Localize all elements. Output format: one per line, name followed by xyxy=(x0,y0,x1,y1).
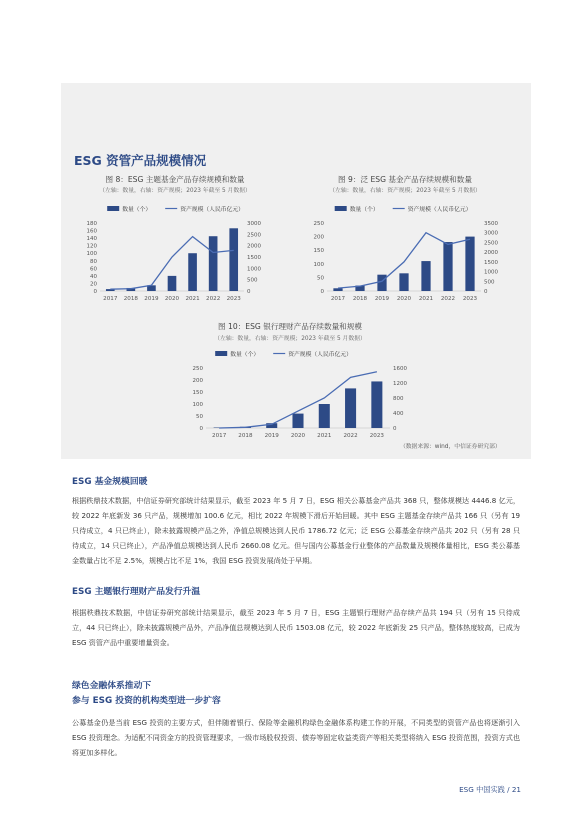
y-left-tick-label: 50 xyxy=(317,275,324,282)
y-left-tick-label: 0 xyxy=(199,426,203,432)
x-tick-label: 2018 xyxy=(238,433,253,439)
x-tick-label: 2023 xyxy=(462,296,478,302)
y-right-tick-label: 1500 xyxy=(484,259,498,266)
chart-9 xyxy=(307,203,507,303)
bar-2022 xyxy=(345,388,356,428)
panel-title: ESG 资管产品规模情况 xyxy=(74,153,207,168)
y-left-tick-label: 150 xyxy=(192,390,203,396)
y-left-tick-label: 0 xyxy=(320,289,324,295)
y-right-tick-label: 1600 xyxy=(393,366,407,372)
y-right-tick-label: 2500 xyxy=(247,232,261,239)
bar-2020 xyxy=(168,276,177,291)
bar-2019 xyxy=(377,275,386,291)
bar-2021 xyxy=(421,261,430,291)
legend-bar-swatch xyxy=(107,206,119,211)
section-heading-bank-wealth: ESG 主题银行理财产品发行升温 xyxy=(72,587,201,597)
bar-2021 xyxy=(319,404,330,428)
page-footer: ESG 中国实践 / 21 xyxy=(459,785,521,794)
y-left-tick-label: 80 xyxy=(90,258,97,265)
bar-2020 xyxy=(399,273,408,291)
legend-bar-label: 数量（个） xyxy=(349,207,379,213)
y-right-tick-label: 0 xyxy=(484,289,488,295)
y-left-tick-label: 250 xyxy=(313,221,324,227)
x-tick-label: 2017 xyxy=(330,296,346,302)
x-tick-label: 2022 xyxy=(440,296,456,302)
chart-10 xyxy=(186,348,416,440)
section-heading-green-finance: 绿色金融体系推动下 xyxy=(72,681,152,691)
legend-bar-label: 数量（个） xyxy=(122,207,152,213)
y-left-tick-label: 100 xyxy=(86,251,97,258)
y-left-tick-label: 250 xyxy=(192,366,203,372)
y-right-tick-label: 800 xyxy=(393,396,404,402)
bar-2021 xyxy=(188,253,197,291)
y-left-tick-label: 120 xyxy=(86,243,97,250)
x-tick-label: 2017 xyxy=(103,296,118,302)
section-heading-institution-types: 参与 ESG 投资的机构类型进一步扩容 xyxy=(72,696,221,706)
y-left-tick-label: 20 xyxy=(90,281,97,288)
bar-2017 xyxy=(333,288,342,291)
y-left-tick-label: 160 xyxy=(86,228,97,235)
x-tick-label: 2017 xyxy=(212,433,227,439)
y-right-tick-label: 3500 xyxy=(484,221,498,227)
bar-2020 xyxy=(292,414,303,428)
section-body-bank-wealth: 根据秩鼎技术数据，中信证券研究部统计结果显示，截至 2023 年 5 月 7 日，ESG 主题银行理财产品存续产品共 194 只（另有 15 只待成立，44 只已终止），除未披露规模产品外，产品净值总规模达到人民币 1503.08 亿元，较 2022 年底新发 25 只产品，整体热度较高，已成为 ESG 资管产品中重要增量资金。 xyxy=(72,608,520,647)
y-right-tick-label: 3000 xyxy=(247,221,261,227)
y-right-tick-label: 400 xyxy=(393,411,404,417)
bar-2022 xyxy=(443,242,452,291)
y-right-tick-label: 2000 xyxy=(247,243,261,250)
section-body-institution-types: 公募基金仍是当前 ESG 投资的主要方式，但伴随着银行、保险等金融机构绿色金融体系构建工作的开展，不同类型的资管产品也将逐渐引入 ESG 投资理念。为适配不同资金方的投资管理要求，一级市场股权投资、债券等固定收益类资产等相关类型将纳入 ESG 投资范围，投资方式也将更加多样化。 xyxy=(72,718,520,757)
bar-2023 xyxy=(229,228,238,291)
chart-10-title: 图 10：ESG 银行理财产品存续数量和规模 xyxy=(218,322,362,331)
x-tick-label: 2020 xyxy=(396,296,412,302)
x-tick-label: 2023 xyxy=(369,433,384,439)
legend-bar-swatch xyxy=(215,351,227,356)
y-left-tick-label: 0 xyxy=(93,289,97,295)
y-right-tick-label: 0 xyxy=(393,426,397,432)
x-tick-label: 2018 xyxy=(123,296,138,302)
y-right-tick-label: 1000 xyxy=(484,269,498,276)
legend-line-label: 资产规模（人民币亿元） xyxy=(407,207,472,213)
legend-bar-swatch xyxy=(335,206,347,211)
y-left-tick-label: 100 xyxy=(192,402,203,408)
x-tick-label: 2019 xyxy=(374,296,390,302)
y-left-tick-label: 200 xyxy=(192,378,203,384)
x-tick-label: 2019 xyxy=(144,296,159,302)
x-tick-label: 2021 xyxy=(185,296,200,302)
y-right-tick-label: 2000 xyxy=(484,250,498,257)
legend-line-label: 资产规模（人民币亿元） xyxy=(180,207,244,213)
y-left-tick-label: 150 xyxy=(313,248,324,255)
y-right-tick-label: 1500 xyxy=(247,255,261,261)
y-right-tick-label: 2500 xyxy=(484,240,498,247)
chart-8-title: 图 8：ESG 主题基金产品存续规模和数量 xyxy=(105,175,245,184)
x-tick-label: 2020 xyxy=(290,433,306,439)
y-left-tick-label: 60 xyxy=(90,266,97,273)
section-body-esg-fund: 根据秩鼎技术数据，中信证券研究部统计结果显示，截至 2023 年 5 月 7 日，ESG 相关公募基金产品共 368 只，整体规模达 4446.8 亿元，较 2022 年底新发 36 只产品，规模增加 100.6 亿元，相比 2022 年规模下滑后开始回暖。其中 ESG 主题基金存续产品共 166 只（另有 19 只待成立，4 只已终止），除未披露规模产品之外，净值总规模达到人民币 1786.72 亿元；泛 ESG 公募基金存续产品共 202 只（另有 28 只待成立，14 只已终止），产品净值总规模达到人民币 2660.08 亿元。但与国内公募基金行业整体的产品数量及规模体量相比，ESG 类公募基金数量占比不足 2.5%，规模占比不足 1%，我国 ESG 投资发展尚处于早期。 xyxy=(72,496,520,565)
section-heading-esg-fund: ESG 基金规模回暖 xyxy=(72,477,148,487)
chart-9-subtitle: （左轴：数量，右轴：资产规模；2023 年截至 5 月数据） xyxy=(329,188,481,194)
y-left-tick-label: 180 xyxy=(86,221,97,227)
chart-8-subtitle: （左轴：数量，右轴：资产规模；2023 年截至 5 月数据） xyxy=(99,188,251,194)
y-left-tick-label: 200 xyxy=(313,234,324,241)
chart-9-title: 图 9：泛 ESG 基金产品存续规模和数量 xyxy=(338,175,472,184)
x-tick-label: 2022 xyxy=(343,433,358,439)
y-right-tick-label: 1200 xyxy=(393,381,407,387)
chart-8 xyxy=(80,203,270,303)
bar-2023 xyxy=(371,381,382,428)
y-left-tick-label: 100 xyxy=(313,261,324,268)
data-source-note: （数据来源：wind，中信证券研究部） xyxy=(400,444,501,450)
x-tick-label: 2020 xyxy=(164,296,180,302)
y-left-tick-label: 140 xyxy=(86,236,97,243)
x-tick-label: 2019 xyxy=(264,433,279,439)
y-right-tick-label: 1000 xyxy=(247,266,261,273)
y-right-tick-label: 0 xyxy=(247,289,251,295)
y-left-tick-label: 50 xyxy=(196,414,203,420)
x-tick-label: 2018 xyxy=(352,296,368,302)
x-tick-label: 2023 xyxy=(226,296,241,302)
bar-2023 xyxy=(465,237,474,291)
y-left-tick-label: 40 xyxy=(90,273,97,280)
x-tick-label: 2022 xyxy=(206,296,221,302)
legend-bar-label: 数量（个） xyxy=(230,352,260,358)
y-right-tick-label: 3000 xyxy=(484,230,498,237)
chart-10-subtitle: （左轴：数量，右轴：资产规模；2023 年截至 5 月数据） xyxy=(214,336,366,342)
x-tick-label: 2021 xyxy=(317,433,332,439)
y-right-tick-label: 500 xyxy=(247,277,258,284)
y-right-tick-label: 500 xyxy=(484,279,495,286)
legend-line-label: 资产规模（人民币亿元） xyxy=(288,352,352,358)
bar-2022 xyxy=(209,236,218,291)
x-tick-label: 2021 xyxy=(418,296,434,302)
